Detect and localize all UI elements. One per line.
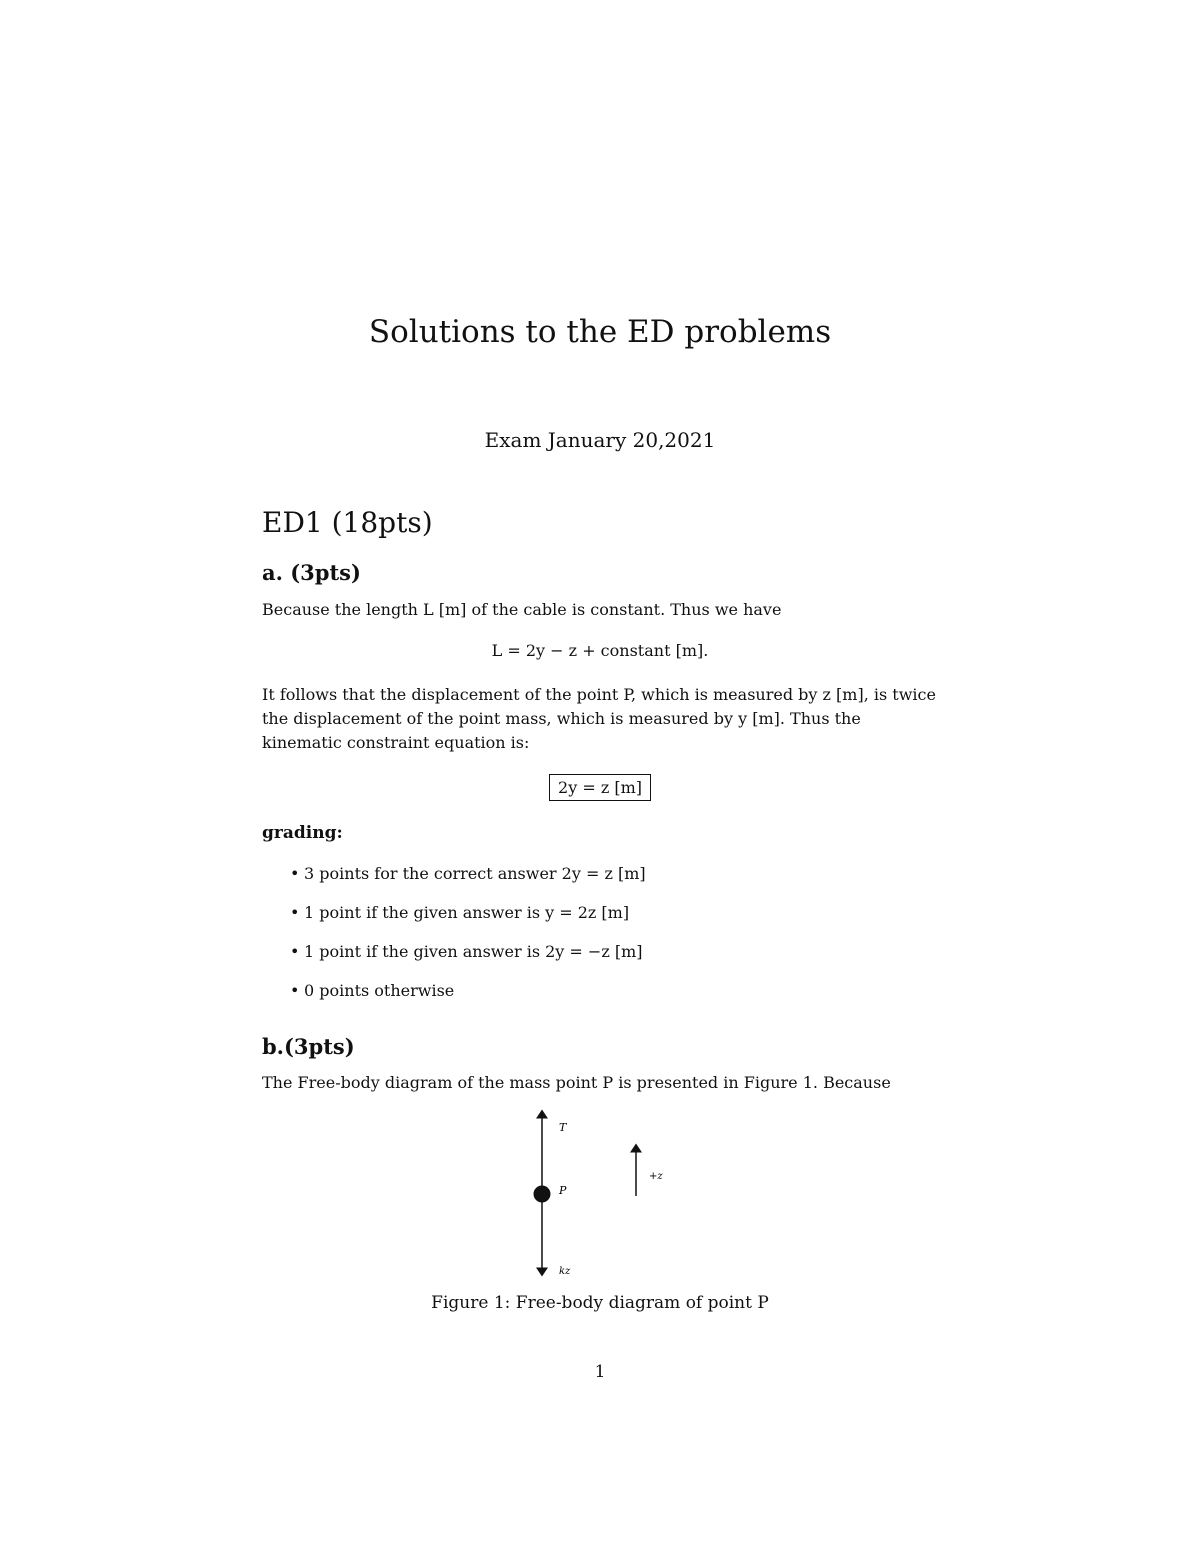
- label-T: T: [559, 1121, 567, 1134]
- section-heading: ED1 (18pts): [262, 506, 433, 539]
- label-P: P: [559, 1184, 567, 1197]
- part-b-heading: b.(3pts): [262, 1034, 355, 1059]
- mass-point: [534, 1186, 551, 1203]
- list-item: [290, 980, 646, 1019]
- part-a-paragraph-1: Because the length L [m] of the cable is constant. Thus we have: [262, 600, 782, 619]
- bullet-icon: •: [290, 864, 300, 883]
- part-b-paragraph-1: The Free-body diagram of the mass point P is presented in Figure 1. Because: [262, 1073, 891, 1092]
- document-title: Solutions to the ED problems: [368, 314, 832, 350]
- grading-item-text: 0 points otherwise: [304, 981, 455, 1000]
- free-body-diagram: [500, 1108, 700, 1283]
- list-item: [290, 941, 646, 980]
- constraint-equation: 2y = z [m]: [549, 774, 651, 801]
- constraint-equation-box: [0, 774, 1200, 801]
- document-subtitle: Exam January 20,2021: [484, 428, 716, 452]
- bullet-icon: •: [290, 942, 300, 961]
- label-plus-z: +z: [649, 1171, 663, 1182]
- grading-item-text: 3 points for the correct answer 2y = z [m]: [304, 864, 646, 883]
- bullet-icon: •: [290, 981, 300, 1000]
- list-item: [290, 863, 646, 902]
- length-equation: L = 2y − z + constant [m].: [491, 641, 709, 660]
- label-kz: kz: [559, 1266, 571, 1277]
- part-a-paragraph-2: It follows that the displacement of the point P, which is measured by z [m], is twice the displacement of the point mass, which is measured by y [m]. Thus the kinematic constraint equation is:: [262, 685, 936, 752]
- page-number: 1: [594, 1362, 606, 1382]
- grading-item-text: 1 point if the given answer is y = 2z [m]: [304, 903, 630, 922]
- bullet-icon: •: [290, 903, 300, 922]
- grading-heading: grading:: [262, 823, 343, 843]
- grading-item-text: 1 point if the given answer is 2y = −z [m]: [304, 942, 643, 961]
- grading-list: [290, 863, 646, 1019]
- figure-caption: Figure 1: Free-body diagram of point P: [431, 1293, 769, 1313]
- list-item: [290, 902, 646, 941]
- part-a-heading: a. (3pts): [262, 560, 361, 585]
